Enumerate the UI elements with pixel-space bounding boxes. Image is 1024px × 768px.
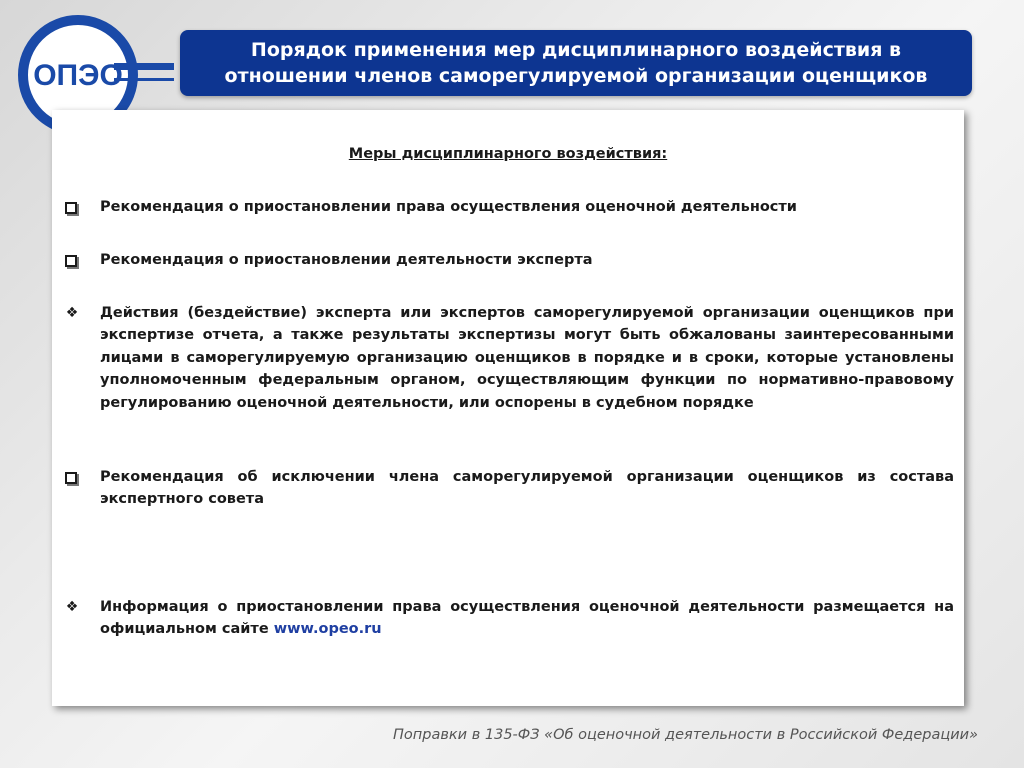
list-item-text bbox=[100, 596, 954, 641]
list-item-text: Действия (бездействие) эксперта или экспертов саморегулируемой организации оценщиков при экспертизе отчета, а также результаты экспертизы могут быть обжалованы заинтересованными лицами в саморегулируемую организацию оценщиков в порядке и в сроки, которые установлены уполномоченным федеральным органом, осуществляющим функции по нормативно-правовому регулированию оценочной деятельности, или оспорены в судебном порядке bbox=[100, 305, 954, 411]
title-line-1: Порядок применения мер дисциплинарного воздействия в bbox=[250, 39, 902, 61]
list-item bbox=[62, 302, 954, 414]
list-item-text-body: Информация о приостановлении права осуществления оценочной деятельности размещается на официальном сайте bbox=[100, 599, 954, 638]
website-link[interactable]: www.opeo.ru bbox=[273, 621, 382, 638]
content-panel bbox=[52, 110, 964, 706]
diamond-bullet-icon: ❖ bbox=[65, 305, 79, 321]
logo-text: ОПЭО bbox=[33, 59, 123, 92]
list-item bbox=[62, 596, 954, 641]
list-item bbox=[62, 466, 954, 511]
list-item-text: Рекомендация о приостановлении деятельности эксперта bbox=[100, 252, 593, 268]
list-item bbox=[62, 196, 954, 218]
title-line-2: отношении членов саморегулируемой организации оценщиков bbox=[224, 65, 928, 87]
checkbox-icon bbox=[65, 472, 77, 484]
diamond-bullet-icon: ❖ bbox=[65, 599, 79, 615]
list-item-text: Рекомендация о приостановлении права осуществления оценочной деятельности bbox=[100, 199, 797, 215]
list-item-text: Рекомендация об исключении члена саморегулируемой организации оценщиков из состава экспертного совета bbox=[100, 469, 954, 508]
checkbox-icon bbox=[65, 202, 77, 214]
slide-title bbox=[180, 30, 972, 96]
section-subtitle: Меры дисциплинарного воздействия: bbox=[348, 146, 668, 162]
checkbox-icon bbox=[65, 255, 77, 267]
footer-caption: Поправки в 135-ФЗ «Об оценочной деятельности в Российской Федерации» bbox=[393, 727, 978, 743]
list-item bbox=[62, 249, 954, 271]
